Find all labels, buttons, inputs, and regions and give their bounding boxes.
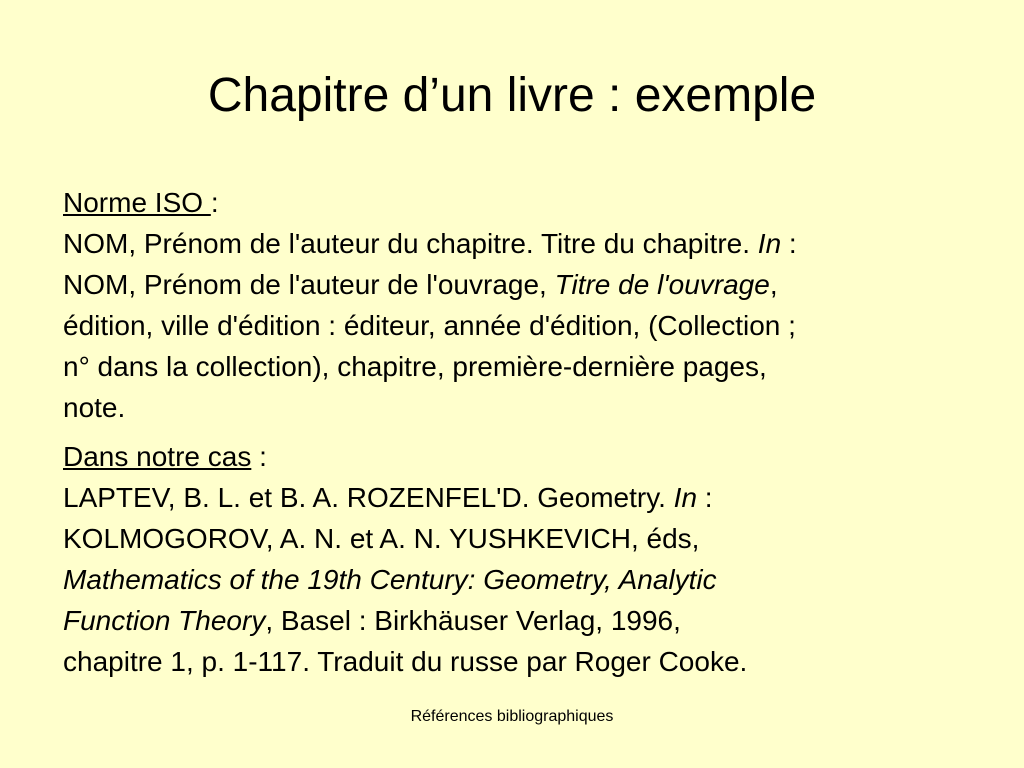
iso-format-paragraph: [63, 182, 983, 428]
example-line-2: KOLMOGOROV, A. N. et A. N. YUSHKEVICH, éds,: [63, 523, 700, 554]
example-paragraph: [63, 436, 983, 682]
iso-work-title: Titre de l'ouvrage: [554, 269, 770, 300]
iso-heading: Norme ISO: [63, 187, 211, 218]
iso-after-title: ,: [769, 269, 778, 300]
example-heading-colon: :: [251, 441, 267, 472]
iso-heading-colon: :: [210, 187, 219, 218]
example-after-in: :: [697, 482, 713, 513]
example-heading: Dans notre cas: [63, 441, 252, 472]
slide-footer: Références bibliographiques: [410, 708, 614, 725]
slide-title: Chapitre d’un livre : exemple: [207, 69, 817, 122]
iso-line-3: édition, ville d'édition : éditeur, année d'édition, (Collection ;: [63, 310, 796, 341]
slide-body: [63, 182, 983, 682]
example-after-title: , Basel : Birkhäuser Verlag, 1996,: [265, 605, 681, 636]
iso-line-4: n° dans la collection), chapitre, première-dernière pages,: [63, 351, 767, 382]
iso-line-5: note.: [63, 392, 126, 423]
iso-after-in: :: [781, 228, 797, 259]
iso-line-1: NOM, Prénom de l'auteur du chapitre. Titre du chapitre.: [63, 228, 758, 259]
example-book-title-1: Mathematics of the 19th Century: Geometry, Analytic: [63, 564, 717, 595]
iso-in-word: In: [757, 228, 782, 259]
example-line-1: LAPTEV, B. L. et B. A. ROZENFEL'D. Geometry.: [63, 482, 674, 513]
iso-line-2: NOM, Prénom de l'auteur de l'ouvrage,: [63, 269, 555, 300]
example-line-5: chapitre 1, p. 1-117. Traduit du russe par Roger Cooke.: [63, 646, 748, 677]
example-in-word: In: [673, 482, 698, 513]
example-book-title-2: Function Theory: [63, 605, 266, 636]
